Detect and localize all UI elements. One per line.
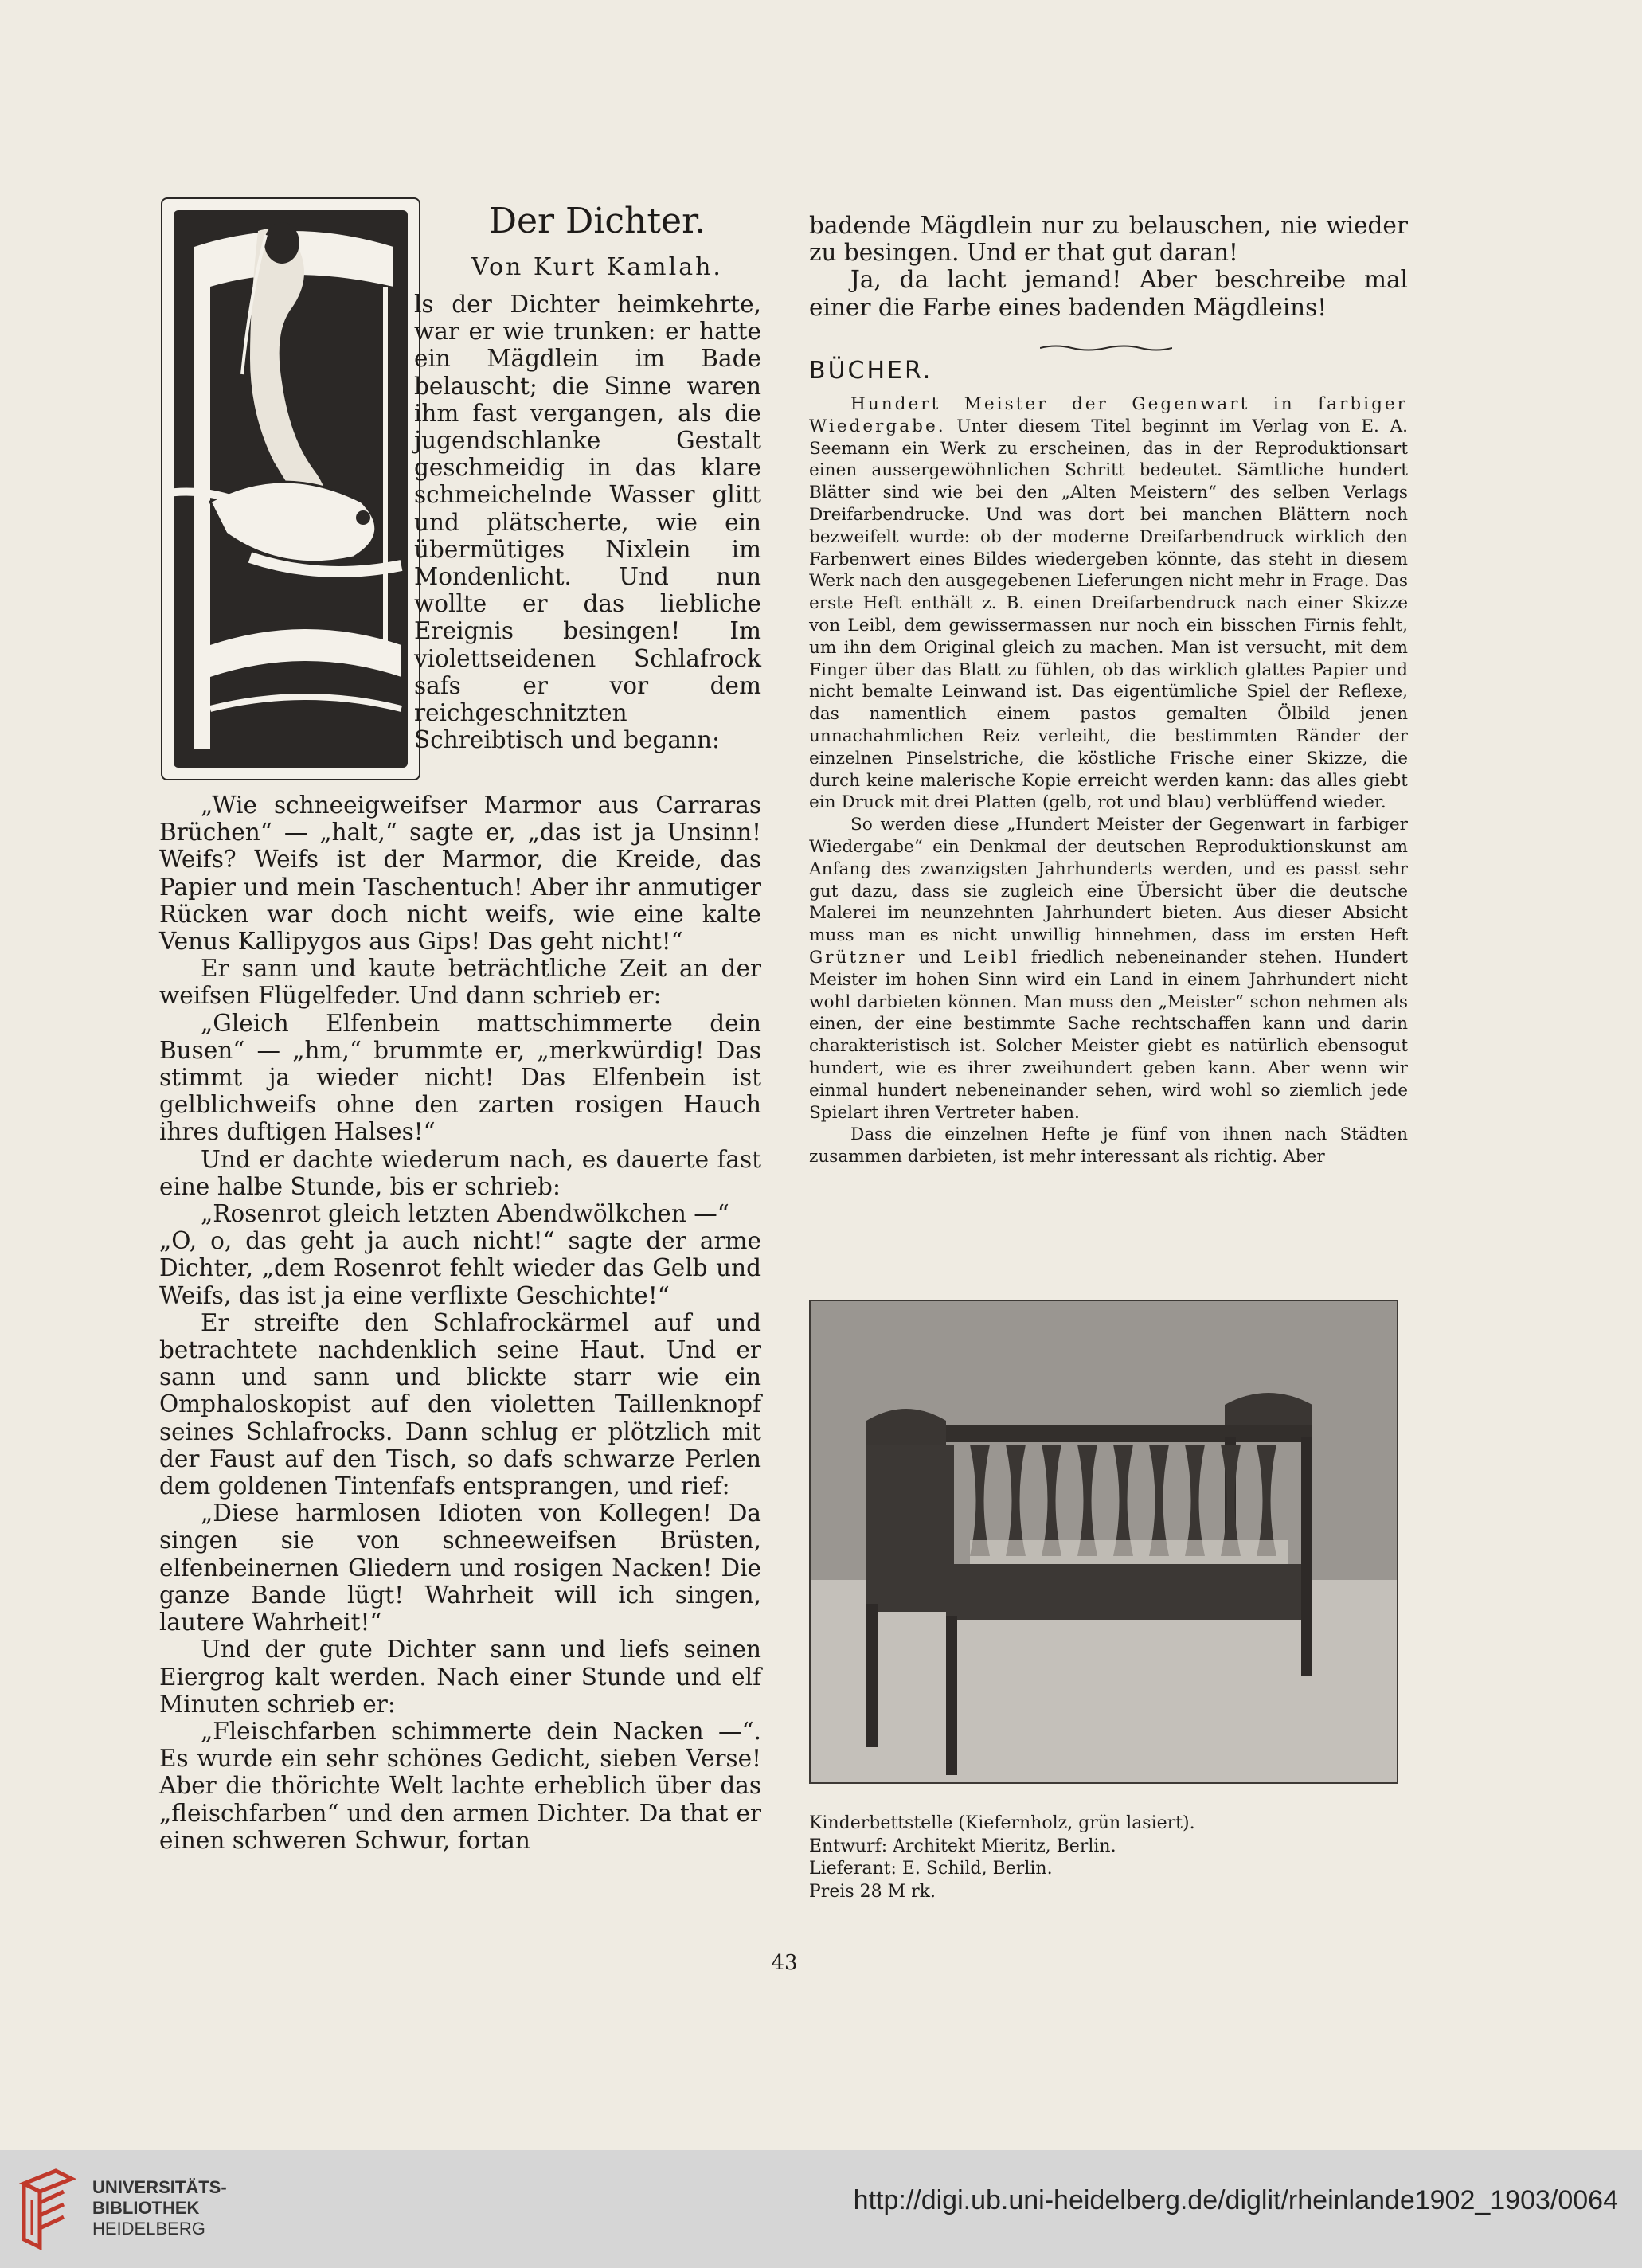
painter-name: Grützner <box>809 947 907 968</box>
article-body <box>159 792 761 1854</box>
review-paragraph <box>809 814 1408 1124</box>
crib-photograph <box>809 1300 1398 1784</box>
library-name-line: HEIDELBERG <box>92 2219 205 2239</box>
art-nouveau-vignette-illustration <box>161 197 420 780</box>
review-paragraph <box>809 393 1408 814</box>
body-paragraph: „Rosenrot gleich letzten Abendwölkchen —“ <box>201 1200 729 1228</box>
section-heading-books: BÜCHER. <box>809 357 933 385</box>
body-paragraph: Und er dachte wiederum nach, es dauerte fast eine halbe Stunde, bis er schrieb: <box>159 1145 761 1200</box>
photo-caption <box>809 1812 1398 1903</box>
body-paragraph: Er sann und kaute beträchtliche Zeit an der weifsen Flügelfeder. Und dann schrieb er: <box>159 955 761 1010</box>
crib-image <box>811 1301 1397 1782</box>
body-paragraph: „Diese harmlosen Idioten von Kollegen! Da singen sie von schneeweifsen Brüsten, elfenbeinernen Gliedern und rosigen Nacken! Die ganze Bande lügt! Wahrheit will ich singen, lautere Wahrheit!“ <box>159 1500 761 1636</box>
body-paragraph: „Gleich Elfenbein mattschimmerte dein Busen“ — „hm,“ brummte er, „merkwürdig! Das stimmt ja wieder nicht! Das Elfenbein ist gelblichweifs ohne den zarten rosigen Hauch ihres duftigen Halses!“ <box>159 1009 761 1146</box>
mermaid-fish-drawing <box>162 199 419 779</box>
library-footer-bar <box>0 2150 1642 2268</box>
caption-line: Kinderbettstelle (Kiefernholz, grün lasiert). <box>809 1813 1195 1833</box>
opening-paragraph: ls der Dichter heimkehrte, war er wie trunken: er hatte ein Mägdlein im Bade belauscht; die Sinne waren ihm fast vergangen, als die jugendschlanke Gestalt geschmeidig in das klare schmeichelnde Wasser glitt und plätscherte, wie ein übermütiges Nixlein im Mondenlicht. Und nun wollte er das liebliche Ereignis besingen! Im violettseidenen Schlafrock safs er vor dem reichgeschnitzten Schreibtisch und begann: <box>414 291 761 754</box>
body-paragraph: „Fleischfarben schimmerte dein Nacken —“. Es wurde ein sehr schönes Gedicht, sieben Verse! Aber die thörichte Welt lachte erheblich über das „fleischfarben“ und den armen Dichter. Da that er einen schweren Schwur, fortan <box>159 1717 761 1854</box>
library-name-line: BIBLIOTHEK <box>92 2198 200 2218</box>
library-name <box>92 2177 227 2239</box>
caption-line: Entwurf: Architekt Mieritz, Berlin. <box>809 1836 1116 1856</box>
review-text: friedlich nebeneinander stehen. Hundert Meister im hohen Sinn wird ein Land in einem Jahrhundert nicht wohl darbieten können. Man muss den „Meister“ schon nehmen als einen, der eine bestimmte Sache rechtschaffen kann und darin charakteristisch ist. Solcher Meister giebt es natürlich ebensogut hundert, wie es ihrer zweihundert geben kann. Aber wenn wir einmal hundert nebeneinander sehen, wird wohl so ziemlich jede Spielart ihren Vertreter haben. <box>809 947 1408 1123</box>
review-text: Unter diesem Titel beginnt im Verlag von E. A. Seemann ein Werk zu erscheinen, das in der Reproduktionsart einen aussergewöhnlichen Schritt bedeutet. Sämtliche hundert Blätter sind wie bei den „Alten Meistern“ des selben Verlags Dreifarbendrucke. Und was dort bei manchen Blättern noch bezweifelt wurde: ob der moderne Dreifarbendruck wirklich den Farbenwert eines Bildes wiedergeben könnte, das steht in diesem Werk nach den ausgegebenen Lieferungen nicht mehr in Frage. Das erste Heft enthält z. B. einen Dreifarbendruck nach einer Skizze von Leibl, dem gewissermassen nur noch ein bisschen Firnis fehlt, um ihn dem Original gleich zu machen. Man ist versucht, mit dem Finger über das Blatt zu fühlen, ob das wirklich glattes Papier und nicht bemalte Leinwand ist. Das eigentümliche Spiel der Reflexe, das namentlich einem pastos gemalten Ölbild jenen unnachahmlichen Reiz verleiht, die bestimmten Ränder der einzelnen Pinselstriche, die köstliche Frische einer Skizze, die durch keine malerische Kopie erreicht werden kann: das alles giebt ein Druck mit drei Platten (gelb, rot und blau) verblüffend wieder. <box>809 416 1408 813</box>
body-paragraph: Er streifte den Schlafrockärmel auf und betrachtete nachdenklich seine Haut. Und er sann und sann und blickte starr wie ein Omphaloskopist auf den violetten Taillenknopf seines Schlafrocks. Dann schlug er plötzlich mit der Faust auf den Tisch, so dafs schwarze Perlen dem goldenen Tintenfafs entsprangen, und rief: <box>159 1308 761 1500</box>
university-library-logo-icon <box>16 2168 80 2250</box>
ending-paragraph: Ja, da lacht jemand! Aber beschreibe mal einer die Farbe eines badenden Mägdleins! <box>809 266 1408 321</box>
body-paragraph: Und der gute Dichter sann und liefs seinen Eiergrog kalt werden. Nach einer Stunde und elf Minuten schrieb er: <box>159 1636 761 1718</box>
review-title-spaced: Hundert Meister der Gegenwart in farbiger Wiedergabe. <box>809 394 1408 436</box>
permalink-url[interactable]: http://digi.ub.uni-heidelberg.de/diglit/rheinlande1902_1903/0064 <box>853 2185 1618 2215</box>
review-paragraph: Dass die einzelnen Hefte je fünf von ihnen nach Städten zusammen darbieten, ist mehr interessant als richtig. Aber <box>809 1124 1408 1167</box>
article-title: Der Dichter. <box>488 201 706 241</box>
body-paragraph: „Wie schneeigweifser Marmor aus Carraras Brüchen“ — „halt,“ sagte er, „das ist ja Unsinn! Weifs? Weifs ist der Marmor, die Kreide, das Papier und mein Taschentuch! Aber ihr anmutiger Rücken war doch nicht weifs, wie eine kalte Venus Kallipygos aus Gips! Das geht nicht!“ <box>159 792 761 956</box>
caption-line: Lieferant: E. Schild, Berlin. <box>809 1859 1053 1879</box>
library-name-line: UNIVERSITÄTS- <box>92 2177 227 2197</box>
review-text: und <box>906 947 964 968</box>
painter-name: Leibl <box>964 947 1019 968</box>
article-continuation <box>809 212 1408 321</box>
continuation-paragraph: badende Mägdlein nur zu belauschen, nie wieder zu besingen. Und er that gut daran! <box>809 212 1408 267</box>
body-paragraph: „O, o, das geht ja auch nicht!“ sagte der arme Dichter, „dem Rosenrot fehlt wieder das Gelb und Weifs, das ist ja eine verflixte Geschichte!“ <box>159 1227 761 1309</box>
caption-line: Preis 28 M rk. <box>809 1881 936 1902</box>
ornamental-divider <box>1040 344 1172 352</box>
page-number: 43 <box>771 1951 798 1975</box>
review-text: So werden diese „Hundert Meister der Gegenwart in farbiger Wiedergabe“ ein Denkmal der deutschen Reproduktionskunst am Anfang des zwanzigsten Jahrhunderts werden, und es passt sehr gut dazu, dass sie zugleich eine Übersicht über die deutsche Malerei im neunzehnten Jahrhundert bieten. Aus dieser Absicht muss man es nicht unwillig hinnehmen, dass im ersten Heft <box>809 815 1408 946</box>
books-review-text <box>809 393 1408 1168</box>
article-author: Von Kurt Kamlah. <box>471 253 723 281</box>
article-opening-text <box>414 291 761 753</box>
